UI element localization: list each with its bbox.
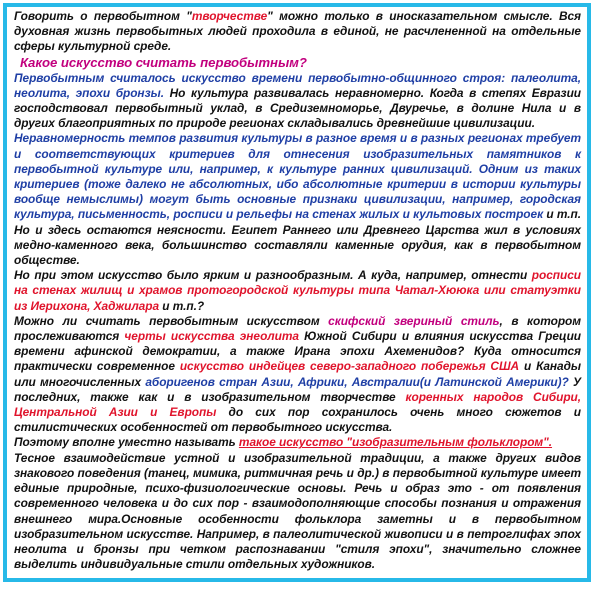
p1-text: Но культура развивалась неравномерно. Когда в степях Евразии господствовал первобытный уклад, в Средиземноморье, Двуречье, в долине Нила и в других благоприятных по природе регионах складывались древнейшие цивилизации. <box>14 85 582 131</box>
p2-text: и т.п. Но и здесь остаются неясности. Египет Раннего или Древнего Царства жил в условиях медно-каменного века, большинство составляли каменные орудия, как в первобытном обществе. <box>14 207 581 268</box>
p4-text-6: до сих пор сохранилось очень много сюжетов и стилистических особенностей от первобытного искусства. <box>14 405 582 435</box>
p4-text-1: Можно ли считать первобытным искусством <box>14 313 329 328</box>
p3-text: Но при этом искусство было ярким и разнообразным. А куда, например, отнести <box>14 268 532 283</box>
p4-eneolith: черты искусства энеолита <box>124 329 299 344</box>
paragraph-4 <box>14 314 581 436</box>
p4-scythian-style: скифский звериный стиль <box>328 313 500 328</box>
paragraph-5 <box>14 435 581 450</box>
section-heading: Какое искусство считать первобытным? <box>20 54 307 70</box>
p5-text: Поэтому вполне уместно называть <box>14 435 239 450</box>
p3-text-end: и т.п.? <box>159 298 205 313</box>
p4-text-3: Южной Сибири и влияния искусства Греции времени афинской демократии, а также Ирана эпохи Ахеменидов? Куда относится практически современное <box>14 329 581 374</box>
intro-paragraph <box>14 9 581 55</box>
article-body <box>7 7 587 572</box>
paragraph-6: Тесное взаимодействие устной и изобразительной традиции, а также других видов знакового поведения (танец, мимика, ритмичная речь и др.) в первобытной культуре имеет единые природные, психо-физиологические основы. Речь и образ это - от появления современного человека и до сих пор - взаимодополняющие способы познания и отражения внешнего мира.Основные особенности фольклора заметны и в первобытном изобразительном искусстве. Например, в палеолитической живописи и в петроглифах эпох неолита и бронзы при четком распознавании "стиля эпохи", значительно сложнее выделить индивидуальные стили отдельных художников. <box>14 450 581 572</box>
p4-text-5: У последних, также как и в изобразительном творчестве <box>14 374 581 404</box>
paragraph-1 <box>14 71 581 132</box>
p2-criteria: Неравномерность темпов развития культуры в разное время и в разных регионах требует и соответствующих критериев для отнесения изобразительных памятников к первобытной культуре или, например, к культуре ранних цивилизаций. Одним из таких критериев (тоже далеко не абсолютных, ибо абсолютные критерии в истории культуры вообще немыслимы) могут быть основные признаки цивилизации, например, городская культура, письменность, росписи и рельефы на стенах жилых и культовых построек <box>14 131 581 222</box>
intro-text: Говорить о первобытном " <box>14 9 192 23</box>
paragraph-2 <box>14 131 581 268</box>
p4-indigenous-peoples: коренных народов Сибири, Центральной Азии и Европы <box>14 389 581 420</box>
p4-text-4: и Канады или многочисленных <box>14 359 581 389</box>
intro-text-end: " можно только в иносказательном смысле. Вся духовная жизнь первобытных людей проходила в единой, не расчлененной на отдельные сферы культурной среде. <box>14 9 581 54</box>
intro-highlight: творчестве <box>191 9 268 23</box>
p5-folklore-term: такое искусство "изобразительным фольклором". <box>238 435 553 450</box>
p4-aborigines: аборигенов стран Азии, Африки, Австралии(и Латинской Америки)? <box>145 374 569 389</box>
text-frame <box>3 3 591 582</box>
p1-definition: Первобытным считалось искусство времени первобытно-общинного строя: палеолита, неолита, эпохи бронзы. <box>14 70 581 100</box>
p4-indian-art: искусство индейцев северо-западного побережья США <box>179 359 520 374</box>
paragraph-3 <box>14 268 581 314</box>
p3-highlight: росписи на стенах жилищ и храмов протогородской культуры типа Чатал-Хююка или статуэтки из Иерихона, Хаджилара <box>14 268 581 313</box>
p4-text-2: , в котором прослеживаются <box>14 313 581 344</box>
